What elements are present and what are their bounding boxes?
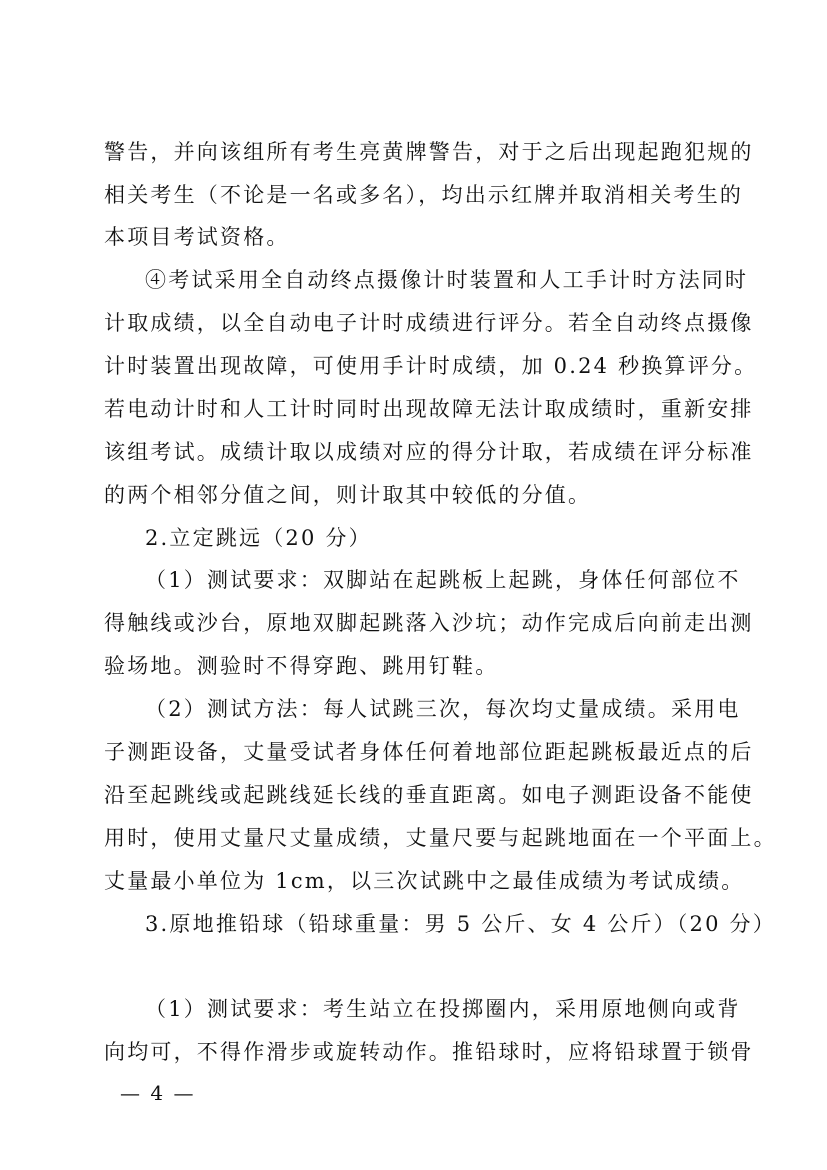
paragraph-line: 本项目考试资格。 bbox=[104, 225, 290, 249]
paragraph-line: 得触线或沙台，原地双脚起跳落入沙坑；动作完成后向前走出测 bbox=[104, 611, 754, 635]
paragraph-line: 丈量最小单位为 1cm，以三次试跳中之最佳成绩为考试成绩。 bbox=[104, 869, 745, 893]
paragraph-line: 沿至起跳线或起跳线延长线的垂直距离。如电子测距设备不能使 bbox=[104, 783, 754, 807]
paragraph-line: ④考试采用全自动终点摄像计时装置和人工手计时方法同时 bbox=[145, 268, 749, 292]
paragraph-line: 该组考试。成绩计取以成绩对应的得分计取，若成绩在评分标准 bbox=[104, 440, 754, 464]
paragraph-line: （2）测试方法：每人试跳三次，每次均丈量成绩。采用电 bbox=[145, 697, 741, 721]
paragraph-line: （1）测试要求：考生站立在投掷圈内，采用原地侧向或背 bbox=[145, 997, 741, 1021]
paragraph-line: 相关考生（不论是一名或多名），均出示红牌并取消相关考生的 bbox=[104, 183, 744, 207]
paragraph-line: 计取成绩，以全自动电子计时成绩进行评分。若全自动终点摄像 bbox=[104, 311, 754, 335]
section-heading: 2.立定跳远（20 分） bbox=[145, 526, 372, 550]
paragraph-line: 用时，使用丈量尺丈量成绩，丈量尺要与起跳地面在一个平面上。 bbox=[104, 826, 777, 850]
page-number: — 4 — bbox=[120, 1081, 196, 1105]
paragraph-line: 计时装置出现故障，可使用手计时成绩，加 0.24 秒换算评分。 bbox=[104, 354, 758, 378]
paragraph-line: （1）测试要求：双脚站在起跳板上起跳，身体任何部位不 bbox=[145, 568, 741, 592]
section-heading: 3.原地推铅球（铅球重量：男 5 公斤、女 4 公斤）（20 分） bbox=[145, 912, 776, 936]
paragraph-line: 警告，并向该组所有考生亮黄牌警告，对于之后出现起跑犯规的 bbox=[104, 140, 754, 164]
paragraph-line: 若电动计时和人工计时同时出现故障无法计取成绩时，重新安排 bbox=[104, 397, 754, 421]
paragraph-line: 的两个相邻分值之间，则计取其中较低的分值。 bbox=[104, 483, 592, 507]
paragraph-line: 向均可，不得作滑步或旋转动作。推铅球时，应将铅球置于锁骨 bbox=[104, 1040, 754, 1064]
paragraph-line: 子测距设备，丈量受试者身体任何着地部位距起跳板最近点的后 bbox=[104, 740, 754, 764]
paragraph-line: 验场地。测验时不得穿跑、跳用钉鞋。 bbox=[104, 654, 499, 678]
